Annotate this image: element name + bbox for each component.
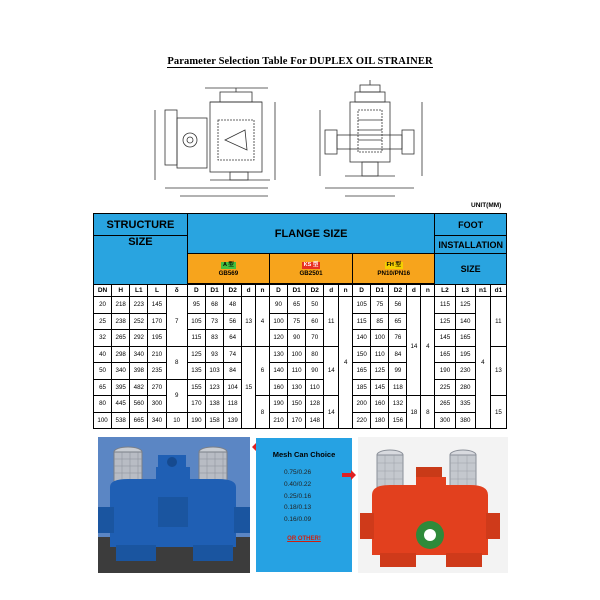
foot-header-1: FOOT [435, 214, 507, 236]
document-title: Parameter Selection Table For DUPLEX OIL STRAINER [167, 56, 433, 67]
table-cell: 100 [94, 412, 112, 429]
table-cell: 115 [187, 330, 205, 347]
unit-label: UNIT(MM) [471, 202, 502, 209]
table-cell: 100 [269, 313, 287, 330]
table-cell: 170 [187, 396, 205, 413]
table-cell: 120 [269, 330, 287, 347]
table-cell: 56 [389, 297, 407, 314]
standard-fh [353, 254, 435, 284]
table-cell: 398 [130, 363, 148, 380]
table-cell: 252 [130, 313, 148, 330]
table-cell: 115 [435, 297, 455, 314]
table-cell: 298 [112, 346, 130, 363]
blue-strainer-photo [98, 437, 250, 573]
table-cell: 156 [389, 412, 407, 429]
column-header: D [353, 285, 371, 297]
table-cell: 125 [187, 346, 205, 363]
table-row [94, 330, 507, 347]
merged-cell-ks-d: 11 [324, 297, 339, 347]
table-cell: 132 [389, 396, 407, 413]
table-cell: 84 [224, 363, 242, 380]
table-cell: 185 [353, 379, 371, 396]
table-cell: 148 [306, 412, 324, 429]
side-view-drawing [155, 88, 275, 196]
table-row [94, 313, 507, 330]
table-row [94, 379, 507, 396]
table-cell: 300 [148, 396, 166, 413]
table-cell: 145 [148, 297, 166, 314]
merged-cell-a-n: 4 [256, 297, 270, 347]
table-cell: 100 [288, 346, 306, 363]
column-header: D [187, 285, 205, 297]
merged-cell-a-d: 13 [242, 297, 256, 347]
table-cell: 265 [435, 396, 455, 413]
merged-cell-delta: 7 [166, 297, 187, 347]
merged-cell-delta: 9 [166, 379, 187, 412]
table-cell: 200 [353, 396, 371, 413]
merged-cell-a-n: 8 [256, 396, 270, 429]
mesh-option: 0.25/0.16 [284, 492, 312, 500]
table-row [94, 412, 507, 429]
column-header: DN [94, 285, 112, 297]
table-cell: 60 [306, 313, 324, 330]
merged-cell-fh-d: 18 [407, 396, 421, 429]
merged-cell-fh-n: 8 [421, 396, 435, 429]
table-cell: 135 [187, 363, 205, 380]
table-cell: 235 [148, 363, 166, 380]
table-row [94, 346, 507, 363]
table-cell: 118 [389, 379, 407, 396]
standard-fh-code: PN10/PN16 [377, 269, 411, 277]
column-header: δ [166, 285, 187, 297]
table-cell: 218 [112, 297, 130, 314]
table-cell: 128 [306, 396, 324, 413]
column-header: H [112, 285, 130, 297]
table-cell: 40 [94, 346, 112, 363]
foot-header-2: INSTALLATION [435, 236, 507, 254]
table-cell: 65 [94, 379, 112, 396]
parameter-table [93, 213, 507, 429]
table-row [94, 363, 507, 380]
column-header: n [421, 285, 435, 297]
standard-fh-badge: FH 型 [386, 261, 401, 268]
column-header: D [269, 285, 287, 297]
table-cell: 265 [112, 330, 130, 347]
table-body [94, 297, 507, 429]
mesh-title: Mesh Can Choice [272, 450, 336, 459]
table-cell: 160 [269, 379, 287, 396]
table-cell: 70 [306, 330, 324, 347]
flange-size-header: FLANGE SIZE [187, 214, 435, 254]
mesh-option: 0.18/0.13 [284, 504, 312, 512]
table-cell: 99 [389, 363, 407, 380]
column-header: D2 [389, 285, 407, 297]
table-cell: 123 [205, 379, 223, 396]
table-cell: 140 [269, 363, 287, 380]
mesh-options [284, 467, 311, 526]
foot-header-3: SIZE [435, 254, 507, 285]
column-header: D1 [205, 285, 223, 297]
table-cell: 104 [224, 379, 242, 396]
table-cell: 150 [353, 346, 371, 363]
table-cell: 80 [306, 346, 324, 363]
table-cell: 64 [224, 330, 242, 347]
table-cell: 225 [435, 379, 455, 396]
merged-cell-foot-n1: 4 [475, 297, 490, 429]
table-row [94, 297, 507, 314]
table-cell: 48 [224, 297, 242, 314]
table-cell: 20 [94, 297, 112, 314]
table-cell: 238 [112, 313, 130, 330]
table-cell: 170 [288, 412, 306, 429]
table-cell: 210 [269, 412, 287, 429]
table-cell: 538 [112, 412, 130, 429]
table-cell: 340 [130, 346, 148, 363]
column-header: D1 [371, 285, 389, 297]
merged-cell-delta: 10 [166, 412, 187, 429]
standard-ks-badge: KS 型 [303, 261, 319, 268]
table-cell: 665 [130, 412, 148, 429]
front-view-drawing [320, 80, 422, 196]
table-cell: 190 [435, 363, 455, 380]
table-cell: 115 [353, 313, 371, 330]
merged-cell-a-n: 6 [256, 346, 270, 396]
merged-cell-fh-n: 4 [421, 297, 435, 396]
column-header: d [324, 285, 339, 297]
standard-a [187, 254, 269, 284]
mesh-option: 0.40/0.22 [284, 480, 312, 488]
table-cell: 125 [435, 313, 455, 330]
table-cell: 190 [269, 396, 287, 413]
table-cell: 110 [306, 379, 324, 396]
table-cell: 223 [130, 297, 148, 314]
table-cell: 110 [371, 346, 389, 363]
table-cell: 105 [187, 313, 205, 330]
table-cell: 90 [306, 363, 324, 380]
table-cell: 270 [148, 379, 166, 396]
mesh-option: 0.75/0.26 [284, 469, 312, 476]
structure-size-header: SIZE [94, 236, 188, 285]
table-cell: 80 [94, 396, 112, 413]
table-cell: 482 [130, 379, 148, 396]
merged-cell-ks-d: 14 [324, 396, 339, 429]
column-header: D2 [224, 285, 242, 297]
table-cell: 190 [187, 412, 205, 429]
table-cell: 292 [130, 330, 148, 347]
structure-header: STRUCTURE [94, 214, 188, 236]
table-cell: 340 [112, 363, 130, 380]
table-cell: 75 [288, 313, 306, 330]
table-cell: 220 [353, 412, 371, 429]
red-strainer-photo [358, 437, 508, 573]
table-cell: 50 [94, 363, 112, 380]
column-header: D1 [288, 285, 306, 297]
merged-cell-a-d: 15 [242, 346, 256, 429]
column-header: D2 [306, 285, 324, 297]
technical-drawings [150, 80, 450, 205]
column-header: n [256, 285, 270, 297]
merged-cell-fh-d: 14 [407, 297, 421, 396]
standard-ks [269, 254, 352, 284]
table-cell: 139 [224, 412, 242, 429]
table-cell: 165 [353, 363, 371, 380]
table-cell: 145 [371, 379, 389, 396]
table-cell: 380 [455, 412, 475, 429]
column-header: L2 [435, 285, 455, 297]
table-cell: 210 [148, 346, 166, 363]
column-header: L3 [455, 285, 475, 297]
mesh-other-note: OR OTHER! [287, 536, 321, 542]
column-header: L [148, 285, 166, 297]
table-cell: 560 [130, 396, 148, 413]
merged-cell-ks-n: 4 [339, 297, 353, 429]
column-header: d [407, 285, 421, 297]
table-cell: 180 [371, 412, 389, 429]
table-cell: 100 [371, 330, 389, 347]
column-header: n1 [475, 285, 490, 297]
table-cell: 335 [455, 396, 475, 413]
column-header: n [339, 285, 353, 297]
table-cell: 138 [205, 396, 223, 413]
standard-ks-code: GB2501 [299, 269, 323, 277]
table-cell: 160 [371, 396, 389, 413]
table-cell: 280 [455, 379, 475, 396]
table-row [94, 396, 507, 413]
table-cell: 65 [389, 313, 407, 330]
table-cell: 170 [148, 313, 166, 330]
merged-cell-foot-d1: 15 [490, 396, 506, 429]
standard-a-code: GB569 [218, 269, 239, 277]
table-cell: 145 [435, 330, 455, 347]
table-cell: 75 [371, 297, 389, 314]
table-cell: 445 [112, 396, 130, 413]
table-cell: 195 [455, 346, 475, 363]
mesh-option: 0.16/0.09 [284, 516, 312, 524]
table-cell: 83 [205, 330, 223, 347]
standard-a-badge: A 型 [222, 261, 234, 268]
merged-cell-ks-d: 14 [324, 346, 339, 396]
column-headers [94, 285, 507, 297]
table-cell: 118 [224, 396, 242, 413]
table-cell: 158 [205, 412, 223, 429]
table-cell: 25 [94, 313, 112, 330]
table-cell: 340 [148, 412, 166, 429]
column-header: d1 [490, 285, 506, 297]
table-cell: 150 [288, 396, 306, 413]
table-cell: 155 [187, 379, 205, 396]
table-cell: 95 [187, 297, 205, 314]
table-cell: 74 [224, 346, 242, 363]
merged-cell-delta: 8 [166, 346, 187, 379]
table-cell: 68 [205, 297, 223, 314]
table-cell: 103 [205, 363, 223, 380]
table-cell: 56 [224, 313, 242, 330]
table-cell: 195 [148, 330, 166, 347]
table-cell: 73 [205, 313, 223, 330]
table-cell: 230 [455, 363, 475, 380]
table-cell: 50 [306, 297, 324, 314]
table-cell: 90 [269, 297, 287, 314]
table-cell: 93 [205, 346, 223, 363]
table-cell: 76 [389, 330, 407, 347]
table-cell: 125 [455, 297, 475, 314]
table-cell: 130 [288, 379, 306, 396]
table-cell: 90 [288, 330, 306, 347]
merged-cell-foot-d1: 11 [490, 297, 506, 347]
table-cell: 32 [94, 330, 112, 347]
right-arrow-icon [342, 470, 356, 480]
column-header: L1 [130, 285, 148, 297]
table-cell: 165 [435, 346, 455, 363]
table-cell: 84 [389, 346, 407, 363]
table-cell: 130 [269, 346, 287, 363]
table-cell: 140 [455, 313, 475, 330]
table-cell: 125 [371, 363, 389, 380]
table-cell: 85 [371, 313, 389, 330]
table-cell: 165 [455, 330, 475, 347]
table-cell: 65 [288, 297, 306, 314]
merged-cell-foot-d1: 13 [490, 346, 506, 396]
column-header: d [242, 285, 256, 297]
mesh-choice-panel [256, 438, 352, 572]
table-cell: 395 [112, 379, 130, 396]
table-cell: 110 [288, 363, 306, 380]
table-cell: 300 [435, 412, 455, 429]
table-cell: 105 [353, 297, 371, 314]
table-cell: 140 [353, 330, 371, 347]
